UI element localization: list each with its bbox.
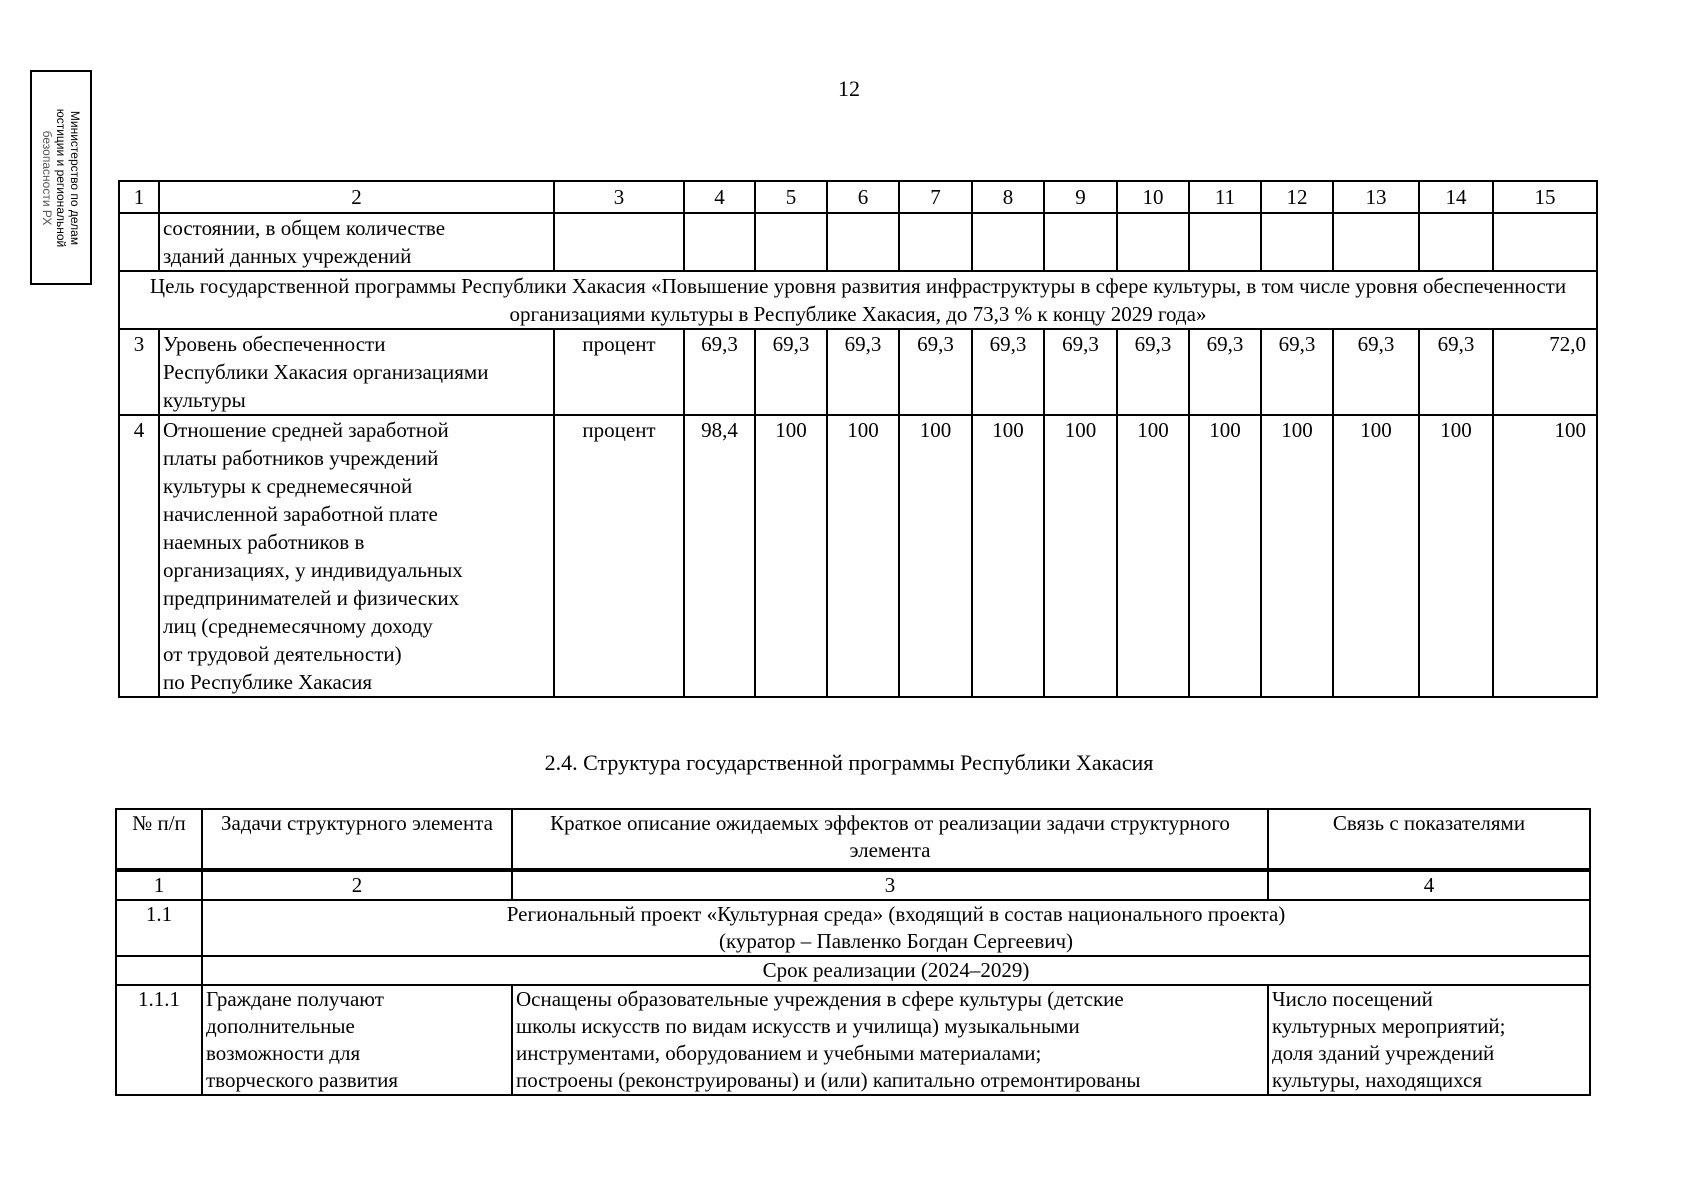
indicator-value: 69,3 bbox=[1189, 329, 1261, 415]
indicator-unit: процент bbox=[554, 415, 684, 697]
indicator-value: 69,3 bbox=[827, 329, 899, 415]
indicator-value: 69,3 bbox=[972, 329, 1044, 415]
continuation-row bbox=[119, 213, 1597, 271]
indicator-value: 100 bbox=[1419, 415, 1493, 697]
header-cell: 8 bbox=[972, 181, 1044, 213]
header-cell: 13 bbox=[1333, 181, 1419, 213]
task-description: Оснащены образовательные учреждения в сфере культуры (детские школы искусств по видам искусств и училища) музыкальными инструментами, оборудованием и учебными материалами; построены (реконструированы) и (или) капитально отремонтированы bbox=[512, 985, 1268, 1095]
stamp-line-2: юстиции и региональной bbox=[54, 108, 68, 247]
header-cell: 3 bbox=[554, 181, 684, 213]
task-row bbox=[116, 985, 1590, 1095]
indicator-value: 100 bbox=[899, 415, 972, 697]
indicator-value: 69,3 bbox=[1419, 329, 1493, 415]
goal-row bbox=[119, 271, 1597, 329]
structure-number-row bbox=[116, 870, 1590, 900]
page-number: 12 bbox=[838, 76, 860, 101]
task-indicators: Число посещений культурных мероприятий; доля зданий учреждений культуры, находящихся bbox=[1268, 985, 1590, 1095]
indicator-header-row bbox=[119, 181, 1597, 213]
header-cell: 15 bbox=[1493, 181, 1597, 213]
row-number: 3 bbox=[119, 329, 159, 415]
indicator-unit: процент bbox=[554, 329, 684, 415]
header-cell: 14 bbox=[1419, 181, 1493, 213]
indicator-name: Отношение средней заработной платы работников учреждений культуры к среднемесячной начисленной заработной плате наемных работников в организациях, у индивидуальных предпринимателей и физических лиц (среднемесячному доходу от трудовой деятельности) по Республике Хакасия bbox=[159, 415, 554, 697]
registration-stamp bbox=[30, 70, 92, 285]
number-cell: 4 bbox=[1268, 870, 1590, 900]
indicator-value: 100 bbox=[972, 415, 1044, 697]
number-cell: 3 bbox=[512, 870, 1268, 900]
header-cell: 9 bbox=[1044, 181, 1117, 213]
indicator-value: 69,3 bbox=[899, 329, 972, 415]
indicator-value: 100 bbox=[1044, 415, 1117, 697]
indicator-value: 100 bbox=[1117, 415, 1189, 697]
header-cell: Задачи структурного элемента bbox=[202, 809, 512, 870]
indicator-value: 69,3 bbox=[1044, 329, 1117, 415]
task-name: Граждане получают дополнительные возможности для творческого развития bbox=[202, 985, 512, 1095]
header-cell: 7 bbox=[899, 181, 972, 213]
term-text: Срок реализации (2024–2029) bbox=[202, 956, 1590, 985]
indicator-value: 100 bbox=[1493, 415, 1597, 697]
indicator-value: 100 bbox=[827, 415, 899, 697]
indicator-value: 69,3 bbox=[1261, 329, 1333, 415]
indicator-value: 69,3 bbox=[684, 329, 755, 415]
number-cell: 2 bbox=[202, 870, 512, 900]
header-cell: 12 bbox=[1261, 181, 1333, 213]
indicator-value: 69,3 bbox=[1333, 329, 1419, 415]
indicator-value: 98,4 bbox=[684, 415, 755, 697]
indicator-value: 69,3 bbox=[1117, 329, 1189, 415]
header-cell: Краткое описание ожидаемых эффектов от реализации задачи структурного элемента bbox=[512, 809, 1268, 870]
project-title: Региональный проект «Культурная среда» (входящий в состав национального проекта) (куратор – Павленко Богдан Сергеевич) bbox=[202, 900, 1590, 956]
header-cell: 10 bbox=[1117, 181, 1189, 213]
term-row bbox=[116, 956, 1590, 985]
indicator-value: 100 bbox=[1189, 415, 1261, 697]
goal-text: Цель государственной программы Республики Хакасия «Повышение уровня развития инфраструктуры в сфере культуры, в том числе уровня обеспеченности организациями культуры в Республике Хакасия, до 73,3 % к концу 2029 года» bbox=[119, 271, 1597, 329]
header-cell: 6 bbox=[827, 181, 899, 213]
indicator-value: 100 bbox=[755, 415, 827, 697]
section-title: 2.4. Структура государственной программы Республики Хакасия bbox=[544, 750, 1154, 775]
header-cell: 11 bbox=[1189, 181, 1261, 213]
continuation-text: состоянии, в общем количестве зданий данных учреждений bbox=[159, 213, 554, 271]
row-number: 4 bbox=[119, 415, 159, 697]
indicator-value: 72,0 bbox=[1493, 329, 1597, 415]
indicator-value: 100 bbox=[1333, 415, 1419, 697]
stamp-line-3: безопасности РХ bbox=[40, 130, 54, 225]
project-number: 1.1 bbox=[116, 900, 202, 956]
indicator-name: Уровень обеспеченности Республики Хакасия организациями культуры bbox=[159, 329, 554, 415]
indicator-row bbox=[119, 415, 1597, 697]
header-cell: Связь с показателями bbox=[1268, 809, 1590, 870]
structure-header-row bbox=[116, 809, 1590, 870]
header-cell: 1 bbox=[119, 181, 159, 213]
number-cell: 1 bbox=[116, 870, 202, 900]
structure-table bbox=[115, 808, 1591, 1096]
header-cell: 5 bbox=[755, 181, 827, 213]
task-number: 1.1.1 bbox=[116, 985, 202, 1095]
stamp-line-1: Министерство по делам bbox=[68, 110, 82, 245]
indicator-table bbox=[118, 180, 1598, 698]
header-cell: 2 bbox=[159, 181, 554, 213]
header-cell: 4 bbox=[684, 181, 755, 213]
indicator-value: 69,3 bbox=[755, 329, 827, 415]
indicator-row bbox=[119, 329, 1597, 415]
project-row bbox=[116, 900, 1590, 956]
indicator-value: 100 bbox=[1261, 415, 1333, 697]
header-cell: № п/п bbox=[116, 809, 202, 870]
